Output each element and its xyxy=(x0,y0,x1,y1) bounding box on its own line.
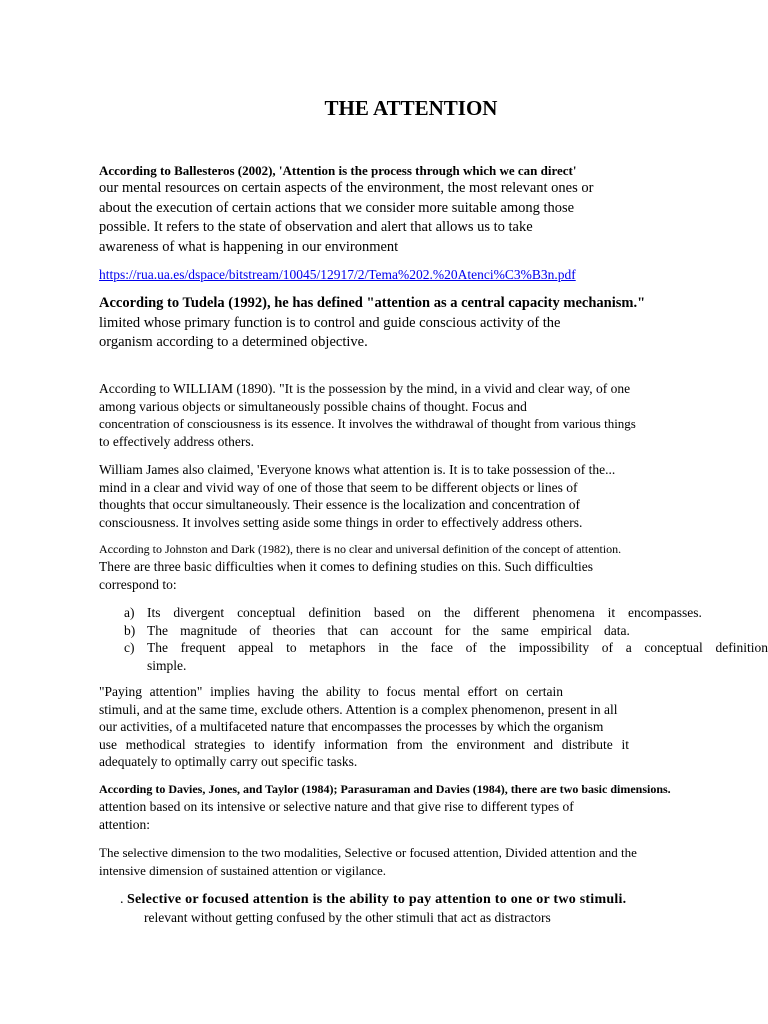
word: definition xyxy=(308,605,361,620)
word: "Paying xyxy=(99,684,143,699)
word: empirical xyxy=(540,622,592,638)
word: a xyxy=(625,640,632,655)
paragraph-ballesteros xyxy=(99,162,593,257)
paragraph-line: our activities, of a multifaceted nature that encompasses the processes by which the organism xyxy=(99,719,604,734)
word: to xyxy=(368,684,379,699)
word: frequent xyxy=(180,640,226,655)
list-item xyxy=(124,639,768,674)
word: appeal xyxy=(238,640,274,655)
selective-attention-detail: relevant without getting confused by the other stimuli that act as distractors xyxy=(144,910,551,925)
paragraph-line: among various objects or simultaneously possible chains of thought. Focus and xyxy=(99,398,527,414)
paragraph-line: correspond to: xyxy=(99,576,177,592)
list-item xyxy=(124,622,630,640)
word: environment xyxy=(456,736,525,752)
paragraph-line xyxy=(99,736,629,754)
source-link-row xyxy=(99,266,576,284)
word: the xyxy=(472,622,489,638)
word: it xyxy=(607,605,616,620)
word: face xyxy=(430,640,453,655)
paragraph-line xyxy=(99,683,563,701)
word: attention" xyxy=(149,684,203,699)
word: divergent xyxy=(173,605,225,620)
paragraph-line: There are three basic difficulties when it comes to defining studies on this. Such difficulties xyxy=(99,559,594,574)
word: conceptual xyxy=(644,640,703,655)
word: the xyxy=(301,684,319,699)
paragraph-line: our mental resources on certain aspects of the environment, the most relevant ones or xyxy=(99,180,594,196)
paragraph-lead: According to Davies, Jones, and Taylor (1984); Parasuraman and Davies (1984), there are two basic dimensions. xyxy=(99,782,671,796)
word: use xyxy=(99,736,117,752)
paragraph-line: William James also claimed, 'Everyone knows what attention is. It is to take possession of the... xyxy=(99,462,616,477)
word: definition xyxy=(715,640,768,655)
word: can xyxy=(359,622,379,638)
paragraph-tudela xyxy=(99,294,645,353)
paragraph-line: mind in a clear and vivid way of one of those that seem to be different objects or lines of xyxy=(99,479,578,495)
paragraph-line: stimuli, and at the same time, exclude others. Attention is a complex phenomenon, present in all xyxy=(99,701,618,717)
word: having xyxy=(257,684,295,699)
paragraph-line: to effectively address others. xyxy=(99,433,254,449)
paragraph-william xyxy=(99,380,636,450)
word: strategies xyxy=(194,736,246,752)
word: ability xyxy=(326,684,361,699)
list-item-text xyxy=(147,622,630,640)
paragraph-line: adequately to optimally carry out specific tasks. xyxy=(99,754,358,769)
word: to xyxy=(286,640,297,655)
word: identify xyxy=(273,736,316,752)
word: the xyxy=(443,605,461,620)
paragraph-line: According to Johnston and Dark (1982), there is no clear and universal definition of the concept of attention. xyxy=(99,542,622,556)
word: theories xyxy=(272,622,316,638)
word: The xyxy=(147,640,168,655)
word: information xyxy=(324,736,388,752)
word: phenomena xyxy=(532,605,595,620)
word: of xyxy=(249,622,261,638)
word: to xyxy=(254,736,265,752)
word: account xyxy=(390,622,433,638)
list-item-text xyxy=(147,639,768,657)
word: for xyxy=(444,622,461,638)
paragraph-line: thoughts that occur simultaneously. Their essence is the localization and concentration of xyxy=(99,497,580,512)
word: different xyxy=(473,605,520,620)
word: effort xyxy=(467,684,498,699)
word: encompasses. xyxy=(628,605,702,620)
word: certain xyxy=(526,684,563,699)
paragraph-line: intensive dimension of sustained attention or vigilance. xyxy=(99,862,387,878)
word: conceptual xyxy=(237,605,296,620)
list-item-text xyxy=(147,604,702,622)
word: implies xyxy=(210,684,250,699)
page-title: THE ATTENTION xyxy=(324,96,498,120)
word: the xyxy=(431,736,448,752)
paragraph-line: attention based on its intensive or selective nature and that give rise to different types of xyxy=(99,799,574,814)
paragraph-line: possible. It refers to the state of observation and alert that allows us to take xyxy=(99,219,533,235)
word: distribute xyxy=(561,736,613,752)
paragraph-davies xyxy=(99,781,671,833)
word: that xyxy=(327,622,348,638)
word: on xyxy=(417,605,432,620)
paragraph-line: about the execution of certain actions that we consider more suitable among those xyxy=(99,199,575,216)
word: the xyxy=(401,640,418,655)
paragraph-line: According to WILLIAM (1890). "It is the possession by the mind, in a vivid and clear way, of one xyxy=(99,381,631,396)
word: magnitude xyxy=(180,622,238,638)
paragraph-line: concentration of consciousness is its essence. It involves the withdrawal of thought from various things xyxy=(99,416,636,431)
list-item xyxy=(124,604,702,622)
list-marker: c) xyxy=(124,640,135,655)
word: same xyxy=(501,622,529,638)
paragraph-selective-dimension xyxy=(99,844,637,879)
word: from xyxy=(396,736,423,752)
word: mental xyxy=(423,684,461,699)
paragraph-line: attention: xyxy=(99,816,150,832)
paragraph-lead: According to Tudela (1992), he has defined "attention as a central capacity mechanism." xyxy=(99,295,646,311)
paragraph-line: limited whose primary function is to control and guide conscious activity of the xyxy=(99,314,561,331)
list-item-continuation: simple. xyxy=(147,657,187,673)
selective-attention-item xyxy=(120,890,626,927)
word: in xyxy=(378,640,389,655)
word: The xyxy=(147,622,168,638)
word: metaphors xyxy=(309,640,366,655)
paragraph-line: consciousness. It involves setting aside some things in order to effectively address others. xyxy=(99,514,583,530)
word: focus xyxy=(386,684,416,699)
word: the xyxy=(489,640,506,655)
word: on xyxy=(505,684,519,699)
word: Its xyxy=(147,605,161,620)
paragraph-line: The selective dimension to the two modalities, Selective or focused attention, Divided attention and the xyxy=(99,845,637,860)
word: and xyxy=(533,736,554,752)
paragraph-paying-attention xyxy=(99,683,629,771)
paragraph-johnston-dark xyxy=(99,541,621,593)
word: it xyxy=(621,736,629,752)
word: based xyxy=(373,605,405,620)
bullet-marker: . xyxy=(120,892,124,907)
selective-attention-heading: Selective or focused attention is the ability to pay attention to one or two stimuli. xyxy=(127,892,627,907)
paragraph-lead: According to Ballesteros (2002), 'Attention is the process through which we can direct' xyxy=(99,163,577,178)
paragraph-line: organism according to a determined objective. xyxy=(99,334,368,350)
word: impossibility xyxy=(518,640,590,655)
paragraph-william-james xyxy=(99,461,615,531)
list-marker: a) xyxy=(124,605,135,620)
word: of xyxy=(465,640,477,655)
source-link[interactable]: https://rua.ua.es/dspace/bitstream/10045/12917/2/Tema%202.%20Atenci%C3%B3n.pdf xyxy=(99,267,576,282)
list-marker: b) xyxy=(124,622,136,638)
word: data. xyxy=(603,622,630,638)
difficulties-list xyxy=(124,604,768,674)
word: of xyxy=(601,640,614,655)
word: methodical xyxy=(125,736,186,752)
paragraph-line: awareness of what is happening in our environment xyxy=(99,238,399,255)
